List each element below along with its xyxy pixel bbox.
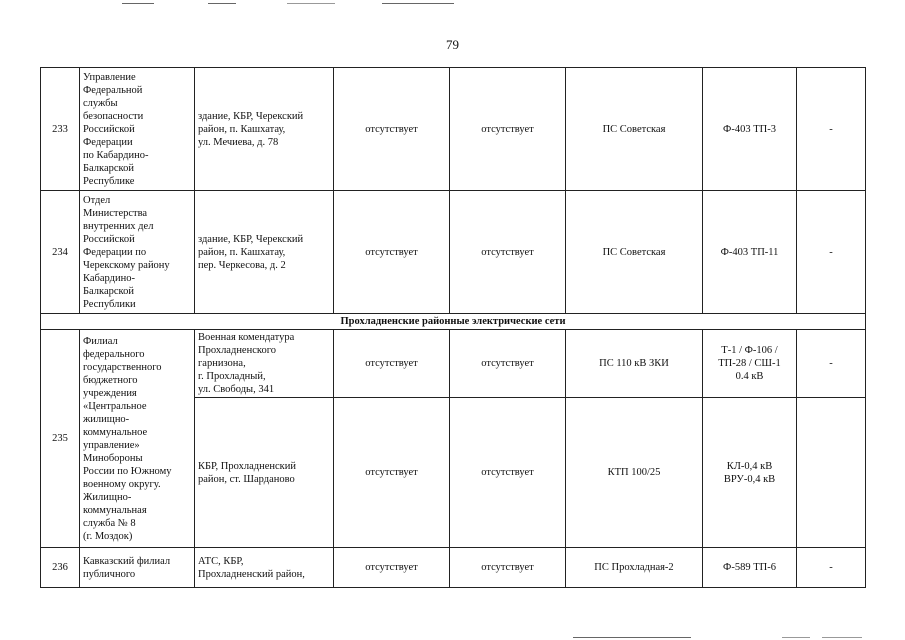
- top-rule-2: [208, 3, 236, 4]
- top-rule-3: [287, 3, 335, 4]
- substation-name: КТП 100/25: [566, 398, 703, 548]
- col5-value: отсутствует: [450, 548, 566, 588]
- feeder-name: Ф-403 ТП-3: [703, 68, 797, 191]
- row-number: 236: [41, 548, 80, 588]
- table-row: [41, 68, 866, 191]
- substation-name: ПС Прохладная-2: [566, 548, 703, 588]
- col5-value: отсутствует: [450, 191, 566, 314]
- feeder-name: Ф-589 ТП-6: [703, 548, 797, 588]
- table-row: [41, 548, 866, 588]
- section-header-row: [41, 314, 866, 330]
- object-address: КБР, Прохладненский район, ст. Шарданово: [195, 398, 334, 548]
- last-column-value: [797, 398, 866, 548]
- object-address: Военная комендатура Прохладненского гарнизона, г. Прохладный, ул. Свободы, 341: [195, 330, 334, 398]
- object-address: здание, КБР, Черекский район, п. Кашхатау, ул. Мечиева, д. 78: [195, 68, 334, 191]
- page-number: 79: [446, 37, 459, 52]
- organization-name: Управление Федеральной службы безопасности Российской Федерации по Кабардино- Балкарской Республике: [80, 68, 195, 191]
- col4-value: отсутствует: [334, 191, 450, 314]
- table-row: [41, 330, 866, 398]
- last-column-value: -: [797, 68, 866, 191]
- col4-value: отсутствует: [334, 398, 450, 548]
- col4-value: отсутствует: [334, 68, 450, 191]
- last-column-value: -: [797, 330, 866, 398]
- bottom-rule-1: [573, 637, 691, 638]
- facilities-table: [40, 67, 866, 588]
- bottom-rule-3: [822, 637, 862, 638]
- organization-name: Кавказский филиал публичного: [80, 548, 195, 588]
- substation-name: ПС Советская: [566, 68, 703, 191]
- row-number: 234: [41, 191, 80, 314]
- col5-value: отсутствует: [450, 398, 566, 548]
- organization-name: Филиал федерального государственного бюджетного учреждения «Центральное жилищно- коммунальное управление» Минобороны России по Южному военному округу. Жилищно- коммунальная служба № 8 (г. Моздок): [80, 330, 195, 548]
- col5-value: отсутствует: [450, 68, 566, 191]
- table-row: [41, 191, 866, 314]
- col5-value: отсутствует: [450, 330, 566, 398]
- row-number: 233: [41, 68, 80, 191]
- object-address: АТС, КБР, Прохладненский район,: [195, 548, 334, 588]
- section-title: Прохладненские районные электрические сети: [41, 314, 866, 330]
- last-column-value: -: [797, 548, 866, 588]
- top-rule-1: [122, 3, 154, 4]
- feeder-name: КЛ-0,4 кВ ВРУ-0,4 кВ: [703, 398, 797, 548]
- bottom-rule-2: [782, 637, 810, 638]
- object-address: здание, КБР, Черекский район, п. Кашхатау, пер. Черкесова, д. 2: [195, 191, 334, 314]
- col4-value: отсутствует: [334, 330, 450, 398]
- last-column-value: -: [797, 191, 866, 314]
- feeder-name: Т-1 / Ф-106 / ТП-28 / СШ-1 0.4 кВ: [703, 330, 797, 398]
- substation-name: ПС 110 кВ ЗКИ: [566, 330, 703, 398]
- top-rule-4: [382, 3, 454, 4]
- substation-name: ПС Советская: [566, 191, 703, 314]
- row-number: 235: [41, 330, 80, 548]
- organization-name: Отдел Министерства внутренних дел Российской Федерации по Черекскому району Кабардино- Балкарской Республики: [80, 191, 195, 314]
- col4-value: отсутствует: [334, 548, 450, 588]
- feeder-name: Ф-403 ТП-11: [703, 191, 797, 314]
